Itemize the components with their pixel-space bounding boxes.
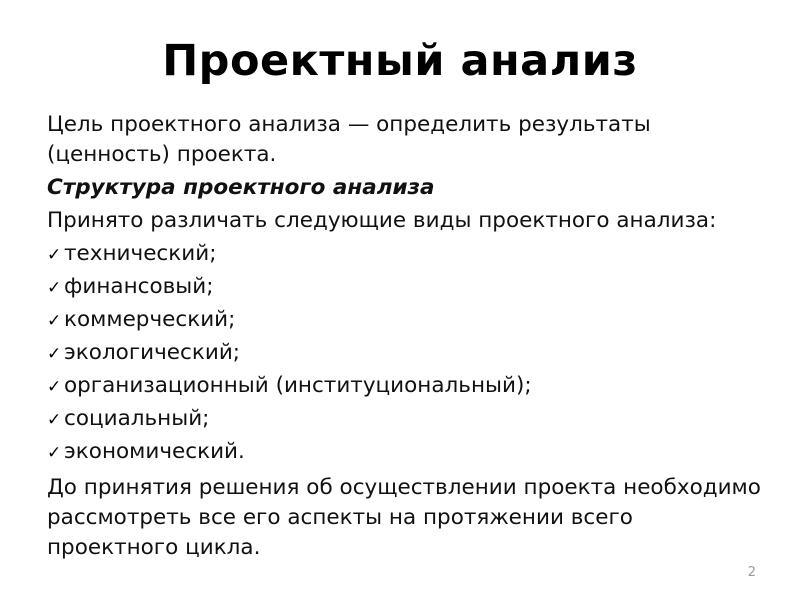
intro-paragraph: Цель проектного анализа — определить результаты (ценность) проекта. [47, 112, 651, 167]
checkmark-icon: ✓ [47, 344, 62, 364]
section-subheading: Структура проектного анализа [47, 175, 435, 200]
list-item-label: финансовый; [64, 274, 214, 299]
checkmark-icon: ✓ [47, 245, 62, 265]
checkmark-icon: ✓ [47, 311, 62, 331]
list-item-label: коммерческий; [64, 307, 236, 332]
checkmark-icon: ✓ [47, 443, 62, 463]
list-item-label: социальный; [64, 406, 210, 431]
checkmark-icon: ✓ [47, 377, 62, 397]
list-item [47, 305, 767, 338]
page-number: 2 [747, 565, 756, 580]
conclusion-paragraph: До принятия решения об осуществлении проекта необходимо рассмотреть все его аспекты на протяжении всего проектного цикла. [47, 475, 761, 560]
list-item-label: экологический; [64, 340, 241, 365]
analysis-types-list [47, 239, 767, 470]
list-item [47, 437, 767, 470]
list-item-label: технический; [64, 241, 217, 266]
list-item [47, 272, 767, 305]
list-item [47, 371, 767, 404]
lead-paragraph: Принято различать следующие виды проектного анализа: [47, 208, 717, 233]
list-item [47, 239, 767, 272]
slide-title: Проектный анализ [162, 36, 638, 86]
slide-body [47, 110, 767, 568]
list-item-label: экономический. [64, 439, 245, 464]
list-item [47, 338, 767, 371]
checkmark-icon: ✓ [47, 410, 62, 430]
list-item [47, 404, 767, 437]
checkmark-icon: ✓ [47, 278, 62, 298]
list-item-label: организационный (институциональный); [64, 373, 532, 398]
